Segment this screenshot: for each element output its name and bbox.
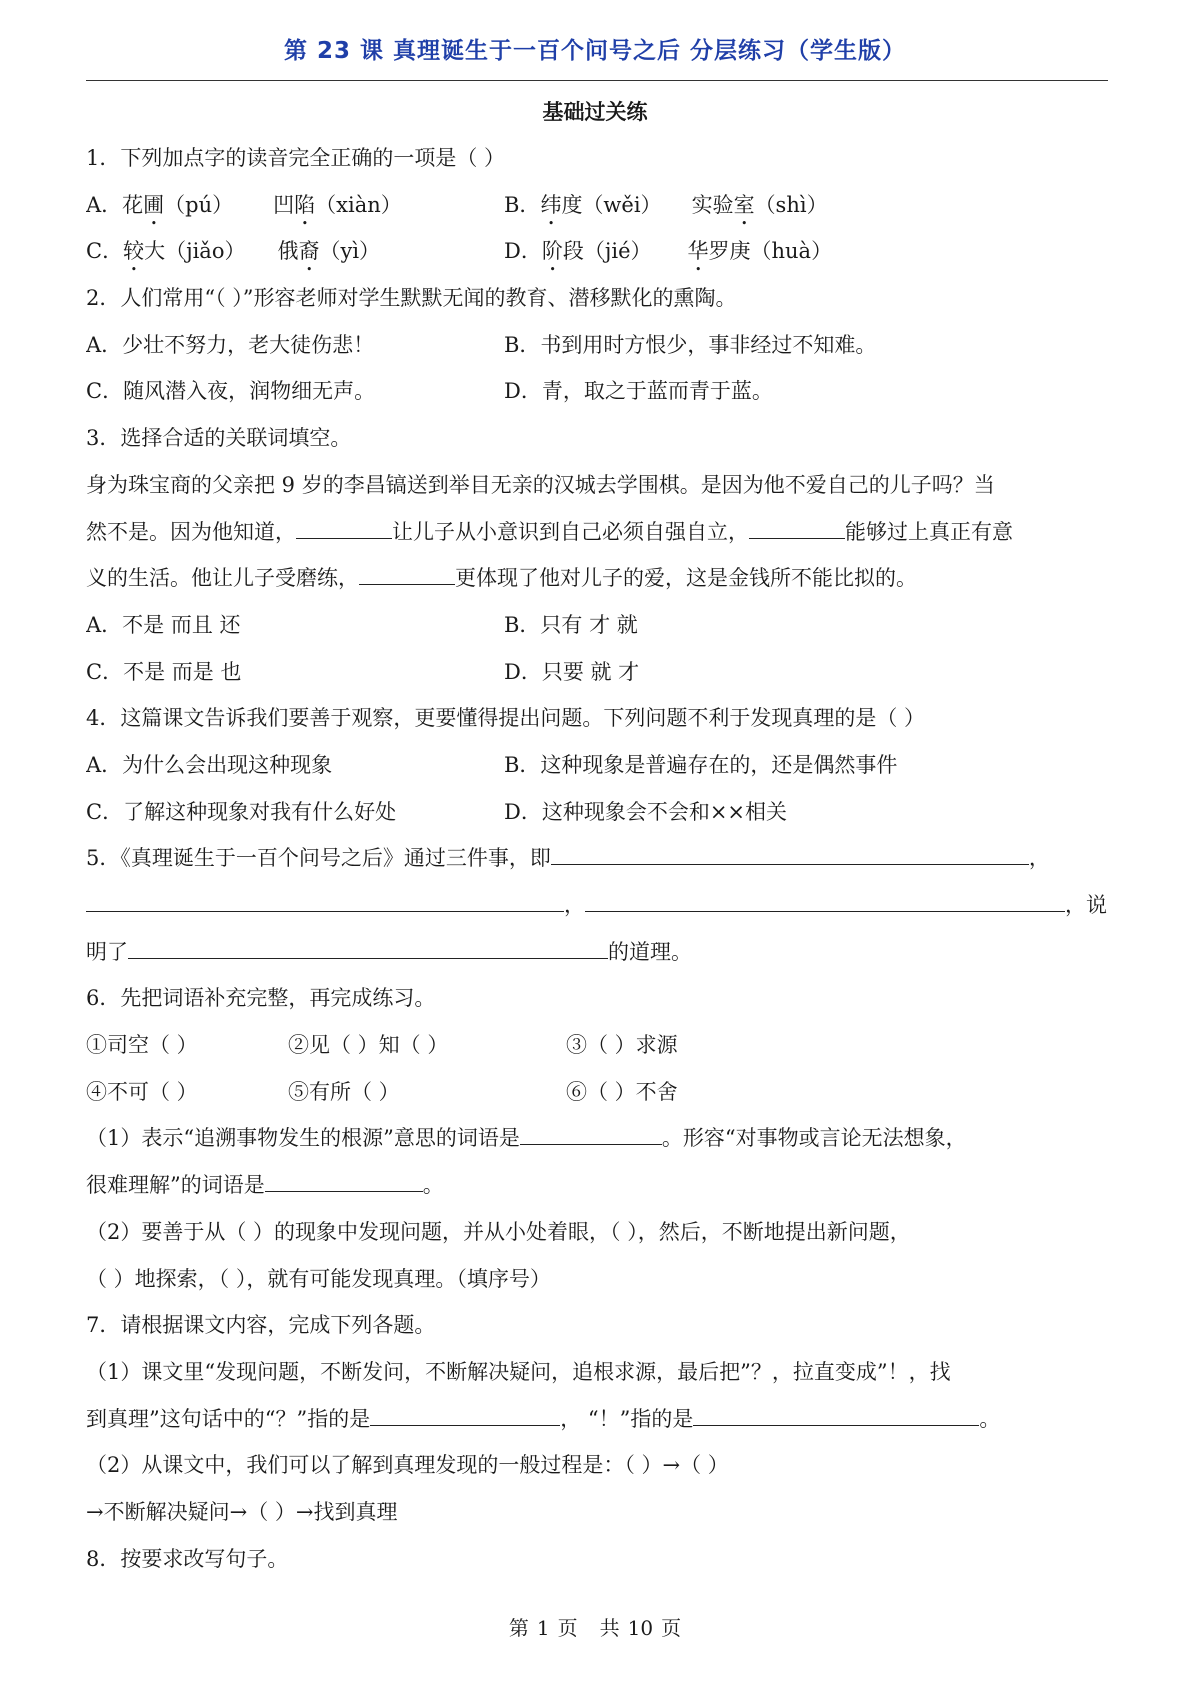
q6-word-2: ②见（ ）知（ ）: [288, 1033, 449, 1058]
q3-options-cd: [86, 649, 1108, 696]
q6-word-1: ①司空（ ）: [86, 1033, 198, 1058]
q7-part-1-cont: 到真理”这句话中的“？”指的是 ， “！”指的是 。: [86, 1396, 1108, 1443]
worksheet-content: [86, 135, 1108, 1582]
q4-option-b: B．这种现象是普遍存在的，还是偶然事件: [504, 752, 898, 777]
q3-options-ab: [86, 602, 1108, 649]
q3-passage-line: 义的生活。他让儿子受磨练， 更体现了他对儿子的爱，这是金钱所不能比拟的。: [86, 555, 1108, 602]
page-title: 第 23 课 真理诞生于一百个问号之后 分层练习（学生版）: [283, 38, 907, 64]
q2-option-d: D．青，取之于蓝而青于蓝。: [504, 379, 773, 404]
section-heading: 基础过关练: [542, 100, 648, 124]
q1-option-a: A．花圃（pú） 凹陷（xiàn）: [86, 192, 402, 217]
q6-words-row-1: [86, 1022, 1108, 1069]
q4-option-c: C．了解这种现象对我有什么好处: [86, 799, 397, 824]
q1-option-b: B．纬度（wěi） 实验室（shì）: [504, 192, 828, 217]
q1-option-c: C．较大（jiǎo） 俄裔（yì）: [86, 239, 381, 264]
q7-blank-2[interactable]: [693, 1399, 979, 1426]
q6-word-6: ⑥（ ）不舍: [566, 1079, 678, 1104]
q1-options-cd: [86, 228, 1108, 275]
q4-options-cd: [86, 789, 1108, 836]
q5-stem: 5．《真理诞生于一百个问号之后》通过三件事，即 ，: [86, 835, 1108, 882]
q5-blank-3[interactable]: [585, 885, 1065, 912]
q1-stem: 1．下列加点字的读音完全正确的一项是（ ）: [86, 146, 506, 170]
q6-word-3: ③（ ）求源: [566, 1033, 678, 1058]
q3-option-b: B．只有 才 就: [504, 612, 638, 637]
q4-option-d: D．这种现象会不会和××相关: [504, 799, 788, 824]
q6-part-2: （2）要善于从（ ）的现象中发现问题，并从小处着眼，（ ），然后，不断地提出新问题，: [86, 1219, 911, 1244]
q8-stem: 8．按要求改写句子。: [86, 1546, 289, 1571]
q3-stem: 3．选择合适的关联词填空。: [86, 426, 352, 451]
q3-option-c: C．不是 而是 也: [86, 659, 242, 684]
q3-blank-2[interactable]: [749, 512, 845, 539]
q3-blank-3[interactable]: [359, 558, 455, 585]
q5-blank-4[interactable]: [128, 932, 608, 959]
q6-blank-1[interactable]: [520, 1118, 662, 1145]
page-number: 1: [536, 1616, 550, 1640]
q4-options-ab: [86, 742, 1108, 789]
q6-word-5: ⑤有所（ ）: [288, 1079, 400, 1104]
q1-options-ab: [86, 182, 1108, 229]
q6-stem: 6．先把词语补充完整，再完成练习。: [86, 986, 436, 1011]
q7-part-1: （1）课文里“发现问题，不断发问，不断解决疑问，追根求源，最后把”？，拉直变成”！，找: [86, 1359, 951, 1384]
q7-blank-1[interactable]: [370, 1399, 560, 1426]
q4-stem: 4．这篇课文告诉我们要善于观察，更要懂得提出问题。下列问题不利于发现真理的是（ ）: [86, 706, 926, 731]
q7-stem: 7．请根据课文内容，完成下列各题。: [86, 1313, 436, 1338]
q7-part-2: （2）从课文中，我们可以了解到真理发现的一般过程是：（ ）→（ ）: [86, 1453, 729, 1478]
page-total: 10: [627, 1616, 654, 1640]
q3-passage-line: 然不是。因为他知道， 让儿子从小意识到自己必须自强自立， 能够过上真正有意: [86, 509, 1108, 556]
title-divider: [86, 80, 1108, 81]
q6-words-row-2: [86, 1069, 1108, 1116]
q3-blank-1[interactable]: [296, 512, 392, 539]
q2-stem: 2．人们常用“（ ）”形容老师对学生默默无闻的教育、潜移默化的熏陶。: [86, 286, 737, 311]
q3-option-d: D．只要 就 才: [504, 659, 640, 684]
page-footer: 第 1 页 共 10 页: [508, 1616, 682, 1640]
q2-option-a: A．少壮不努力，老大徒伤悲！: [86, 332, 375, 357]
q5-line-3: 明了 的道理。: [86, 929, 1108, 976]
q3-passage-line: 身为珠宝商的父亲把 9 岁的李昌镐送到举目无亲的汉城去学围棋。是因为他不爱自己的儿子吗？当: [86, 472, 995, 497]
q7-part-2-cont: →不断解决疑问→（ ）→找到真理: [86, 1499, 398, 1524]
q2-option-b: B．书到用时方恨少，事非经过不知难。: [504, 332, 877, 357]
q2-options-cd: [86, 368, 1108, 415]
q3-option-a: A．不是 而且 还: [86, 612, 241, 637]
q6-blank-2[interactable]: [265, 1165, 423, 1192]
q1-option-d: D．阶段（jié） 华罗庚（huà）: [504, 239, 833, 264]
q5-blank-2[interactable]: [86, 885, 564, 912]
q2-option-c: C．随风潜入夜，润物细无声。: [86, 379, 376, 404]
q6-part-2-cont: （ ）地探索，（ ），就有可能发现真理。（填序号）: [86, 1266, 551, 1291]
q6-part-1-cont: 很难理解”的词语是 。: [86, 1162, 1108, 1209]
q2-options-ab: [86, 322, 1108, 369]
q4-option-a: A．为什么会出现这种现象: [86, 752, 333, 777]
q6-part-1: （1）表示“追溯事物发生的根源”意思的词语是 。形容“对事物或言论无法想象，: [86, 1115, 1108, 1162]
q5-blank-1[interactable]: [551, 838, 1029, 865]
q5-line-2: ， ，说: [86, 882, 1108, 929]
q6-word-4: ④不可（ ）: [86, 1079, 198, 1104]
